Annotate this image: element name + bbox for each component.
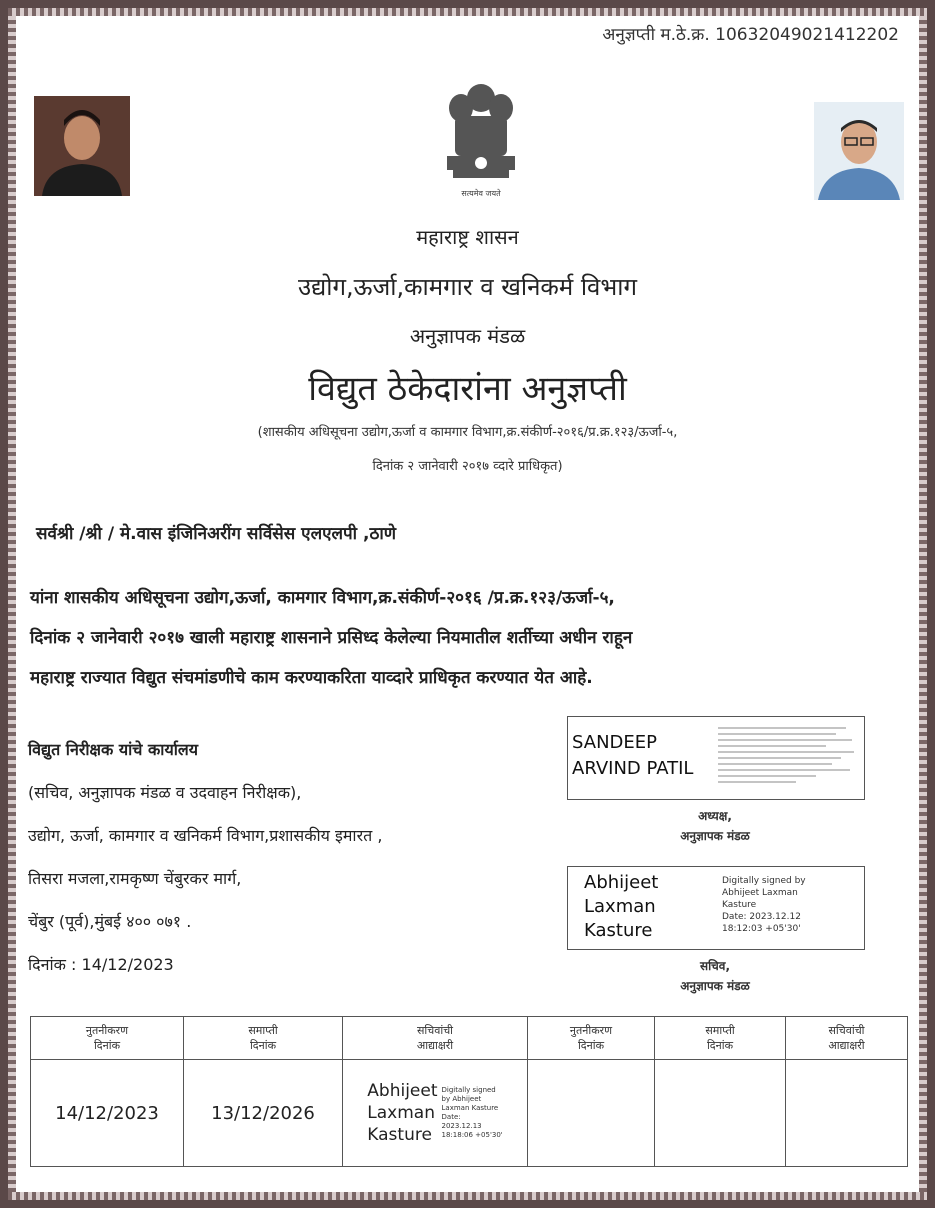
table-row (31, 1060, 908, 1167)
secretary-name-line-1: Abhijeet (584, 872, 659, 893)
secretary-fine-4: Date: 2023.12.12 (722, 912, 801, 922)
renewal-table (30, 1016, 908, 1167)
license-number: अनुज्ञप्ती म.ठे.क्र. 10632049021412202 (602, 25, 899, 45)
secretary-caption-board: अनुज्ञापक मंडळ (680, 979, 750, 993)
renewal-date-cell: 14/12/2023 (31, 1060, 184, 1167)
signer-name-line-2: ARVIND PATIL (572, 758, 694, 779)
paragraph-line-1: यांना शासकीय अधिसूचना उद्योग,ऊर्जा, कामगार विभाग,क्र.संकीर्ण-२०१६ /प्र.क्र.१२३/ऊर्जा-५, (30, 588, 615, 608)
secretary-caption-title: सचिव, (699, 959, 731, 973)
header-expiry-date-2: समाप्ती दिनांक (655, 1017, 786, 1060)
renewal-table-header (31, 1017, 908, 1060)
secretary-fine-2: Abhijeet Laxman (722, 888, 798, 898)
office-line-2: (सचिव, अनुज्ञापक मंडळ व उदवाहन निरीक्षक), (28, 783, 302, 802)
initials-cell (343, 1060, 528, 1167)
notification-line-2: दिनांक २ जानेवारी २०१७ व्दारे प्राधिकृत) (372, 459, 563, 474)
board-name: अनुज्ञापक मंडळ (409, 324, 526, 348)
emblem-icon (431, 76, 531, 206)
header-expiry-date-1: समाप्ती दिनांक (184, 1017, 343, 1060)
header-renewal-date-2: नुतनीकरण दिनांक (528, 1017, 655, 1060)
photo-right (814, 102, 904, 200)
paragraph-line-3: महाराष्ट्र राज्यात विद्युत संचमांडणीचे काम करण्याकरिता याव्दारे प्राधिकृत करण्यात येत आहे. (30, 668, 593, 688)
header-initials-2: सचिवांची आद्याक्षरी (786, 1017, 908, 1060)
chairman-caption-title: अध्यक्ष, (698, 809, 732, 823)
signature-details-graphic (716, 723, 860, 793)
secretary-fine-3: Kasture (722, 900, 757, 910)
expiry-date-cell: 13/12/2026 (184, 1060, 343, 1167)
notification-line-1: (शासकीय अधिसूचना उद्योग,ऊर्जा व कामगार विभाग,क्र.संकीर्ण-२०१६/प्र.क्र.१२३/ऊर्जा-५, (257, 425, 678, 440)
header-initials-1: सचिवांची आद्याक्षरी (343, 1017, 528, 1060)
secretary-fine-1: Digitally signed by (722, 876, 806, 886)
secretary-caption (645, 956, 785, 996)
licensee-name: सर्वश्री /श्री / मे.वास इंजिनिअरींग सर्विसेस एलएलपी ,ठाणे (36, 524, 397, 544)
signer-name-line-1: SANDEEP (572, 732, 657, 753)
secretary-name-line-2: Laxman (584, 896, 656, 917)
certificate-title: विद्युत ठेकेदारांना अनुज्ञप्ती (308, 369, 627, 409)
digital-signature-chairman (567, 716, 865, 800)
office-line-1: विद्युत निरीक्षक यांचे कार्यालय (28, 740, 198, 759)
department-name: उद्योग,ऊर्जा,कामगार व खनिकर्म विभाग (297, 273, 637, 301)
initials-sign-details: Digitally signed by Abhijeet Laxman Kasture Date: 2023.12.13 18:18:06 +05'30' (441, 1086, 503, 1139)
secretary-sign-details (722, 875, 806, 935)
certificate (16, 16, 919, 1192)
header-renewal-date-1: नुतनीकरण दिनांक (31, 1017, 184, 1060)
secretary-name-line-3: Kasture (584, 920, 653, 941)
paragraph-line-2: दिनांक २ जानेवारी २०१७ खाली महाराष्ट्र शासनाने प्रसिध्द केलेल्या नियमातील शर्तीच्या अधीन राहून (30, 628, 633, 648)
office-line-4: तिसरा मजला,रामकृष्ण चेंबुरकर मार्ग, (28, 869, 242, 888)
secretary-fine-5: 18:12:03 +05'30' (722, 924, 801, 934)
office-address (28, 728, 382, 986)
digital-signature-secretary (567, 866, 865, 950)
chairman-caption (645, 806, 785, 846)
renewal-date-cell-2 (528, 1060, 655, 1167)
expiry-date-cell-2 (655, 1060, 786, 1167)
authorization-paragraph (30, 578, 900, 698)
emblem-motto: सत्यमेव जयते (461, 189, 501, 198)
initials-cell-2 (786, 1060, 908, 1167)
government-name: महाराष्ट्र शासन (416, 225, 519, 249)
issue-date: दिनांक : 14/12/2023 (28, 955, 174, 974)
chairman-caption-board: अनुज्ञापक मंडळ (680, 829, 750, 843)
office-line-3: उद्योग, ऊर्जा, कामगार व खनिकर्म विभाग,प्रशासकीय इमारत , (28, 826, 383, 845)
photo-left (34, 96, 130, 196)
initials-signer-name: Abhijeet Laxman Kasture (367, 1081, 438, 1145)
office-line-5: चेंबुर (पूर्व),मुंबई ४०० ०७१ . (28, 912, 192, 931)
